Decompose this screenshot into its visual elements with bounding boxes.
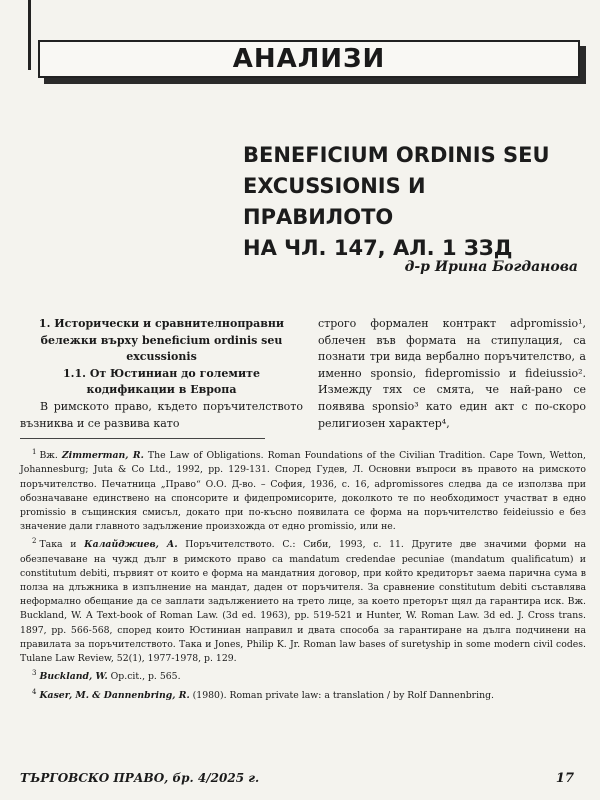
footnote-1: $^1$ Вж. Zimmerman, R. The Law of Obligations. Roman Foundations of the Civilian Tradition. Cape Town, Wetton, Johannesburg; Juta & Co Ltd., 1992, pp. 129-131. Според Гудев, Л. Основни въпроси въ правото на римското поръчителство. Печатница „Право“ О.О. Д-во. – София, 1936, с. 16, adpromissores следва да се използва при обозначаване единствено на спонсорите и фидепромисорите, доколкото те по необходимост участват в едно promissio в същинския смисъл, докато при по-късно появилата се форма на поръчителство feideiussio е без значение дали главното задължение произхожда от едно promissio, или не. — [20, 448, 586, 533]
author-name: д-р Ирина Богданова — [404, 259, 578, 275]
left-body-text: В римското право, където поръчителството възниква и се развива като — [20, 399, 303, 430]
footnote-divider — [20, 438, 265, 439]
title-line-2: EXCUSSIONIS И ПРАВИЛОТО — [243, 174, 426, 229]
article-title — [243, 140, 583, 264]
right-column — [318, 316, 586, 432]
vertical-rule — [28, 0, 31, 70]
section-heading-1-1: 1.1. От Юстиниан до големите кодификации в Европа — [63, 366, 260, 397]
footnote-author: Zimmerman, R. — [61, 450, 144, 462]
footnote-number: 1 — [32, 448, 37, 456]
section-title: АНАЛИЗИ — [232, 44, 386, 74]
footnote-4: $^4$ Kaser, M. & Dannenbring, R. (1980). Roman private law: a translation / by Rolf Dannenbring. — [32, 687, 494, 701]
section-header — [38, 40, 580, 78]
title-line-3: НА ЧЛ. 147, АЛ. 1 ЗЗД — [243, 236, 513, 260]
left-column — [20, 316, 303, 432]
journal-footer: ТЪРГОВСКО ПРАВО, бр. 4/2025 г. — [20, 771, 260, 785]
footnotes — [20, 445, 586, 703]
title-line-1: BENEFICIUM ORDINIS SEU — [243, 143, 550, 167]
section-heading-1: 1. Исторически и сравнителноправни бележки върху beneficium ordinis seu excussionis — [38, 317, 285, 364]
footnote-number: 2 — [32, 537, 37, 546]
right-body-text: строго формален контракт adpromissio¹, облечен във формата на стипулация, са познати три вида вербално поръчителство, а именно sponsio, fidepromissio и fideiussio². Измежду тях се смята, че най-рано се появява sponsio³ като един акт с по-скоро религиозен характер⁴, — [318, 317, 586, 430]
footnote-2: $^2$ Така и Калайджиев, А. Поръчителството. С.: Сиби, 1993, с. 11. Другите две значими форми на обезпечаване на чужд дълг в римското право са mandatum credendae pecuniae (mandatum qualificatum) и constitutum debiti, първият от които е форма на мандатния договор, при който кредиторът заема парична сума в полза на длъжника в изпълнение на мандат, даден от поръчителя. За сравнение constitutum debiti съставлява неформално обещание да се заплати задължението на трето лице, за което преторът щял да гарантира иск. Вж. Buckland, W. A Text-book of Roman Law. (3d ed. 1963), pp. 519-521 и Hunter, W. Roman Law. 3d ed. J. Cross trans. 1897, pp. 566-568, според които Юстиниан направил и двата способа за гарантиране на дълга подчинени на правилата за поръчителството. Така и Jones, Philip K. Jr. Roman law bases of suretyship in some modern civil codes. Tulane Law Review, 52(1), 1977-1978, p. 129. — [20, 537, 586, 665]
footnote-number: 3 — [32, 669, 37, 678]
footnote-3: $^3$ Buckland, W. Op.cit., p. 565. — [32, 669, 181, 683]
page-number: 17 — [555, 771, 574, 786]
footnote-author: Kaser, M. & Dannenbring, R. — [39, 689, 190, 701]
footnote-author: Buckland, W. — [39, 671, 108, 683]
footnote-number: 4 — [32, 687, 37, 696]
footnote-author: Калайджиев, А. — [84, 539, 178, 551]
